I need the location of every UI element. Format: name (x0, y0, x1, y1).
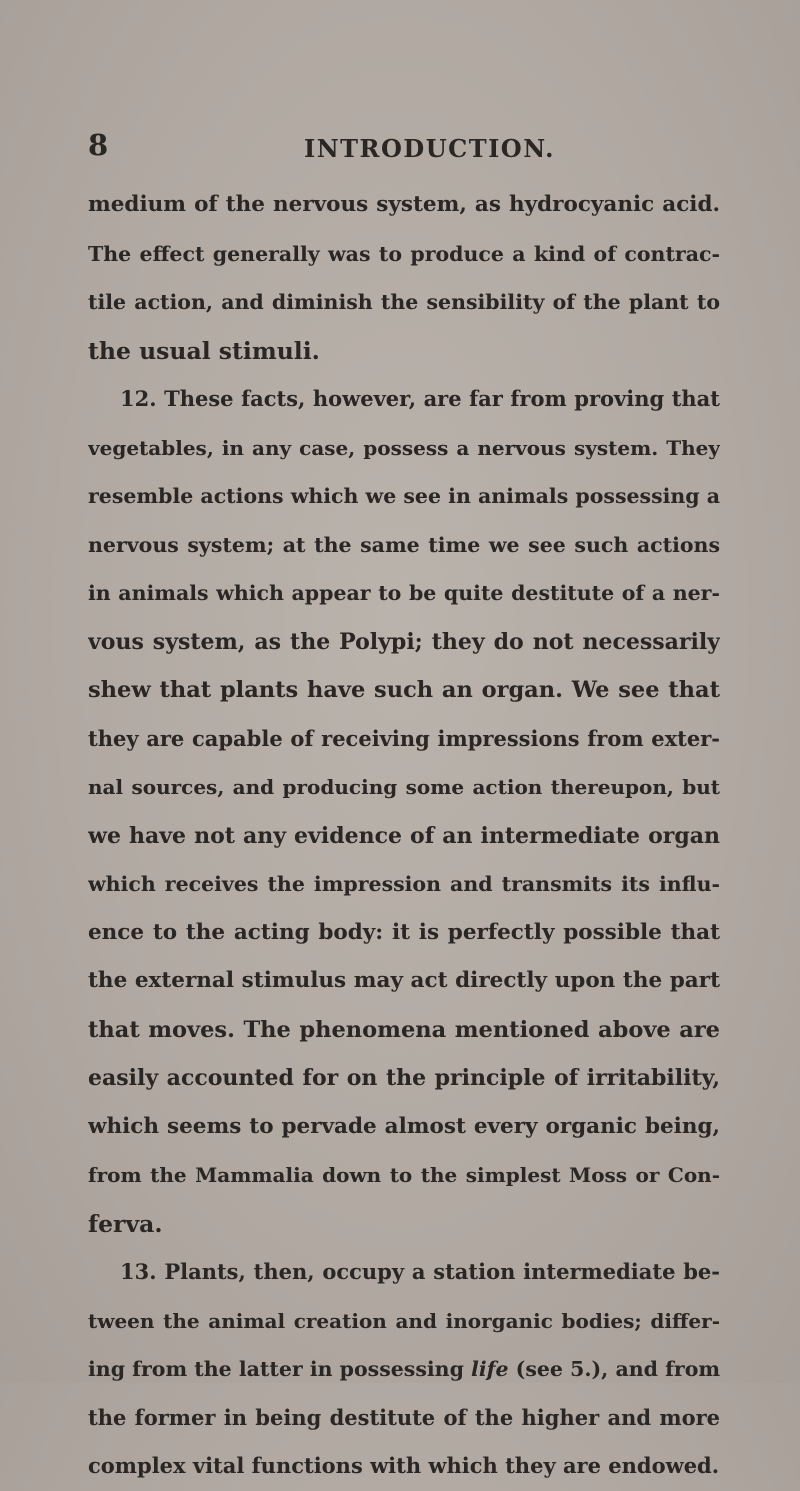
text-line: which receives the impression and transmits its influ- (88, 872, 720, 896)
text-line: tween the animal creation and inorganic bodies; differ- (88, 1308, 720, 1333)
text-line: the former in being destitute of the higher and more (88, 1404, 720, 1430)
chapter-title: INTRODUCTION. (304, 134, 555, 163)
text-line: The effect generally was to produce a kind of contrac- (88, 241, 720, 266)
text-line: vous system, as the Polypi; they do not necessarily (88, 628, 720, 655)
text-line: tile action, and diminish the sensibility of the plant to (88, 290, 720, 314)
text-line: ing from the latter in possessing life (see 5.), and from (88, 1357, 720, 1381)
text-line: from the Mammalia down to the simplest Moss or Con- (88, 1163, 720, 1187)
text-line: easily accounted for on the principle of irritability, (88, 1065, 720, 1091)
body-text (88, 181, 720, 1491)
running-head (88, 128, 728, 168)
text-line: resemble actions which we see in animals possessing a (88, 484, 720, 508)
text-line: which seems to pervade almost every organic being, (88, 1113, 720, 1139)
text-line: in animals which appear to be quite destitute of a ner- (88, 581, 720, 605)
text-line: they are capable of receiving impressions from exter- (88, 725, 720, 751)
text-line: nal sources, and producing some action thereupon, but (88, 775, 720, 799)
text-line: the usual stimuli. (88, 336, 320, 365)
text-line: medium of the nervous system, as hydrocyanic acid. (88, 192, 720, 217)
text-line: complex vital functions with which they are endowed. (88, 1453, 720, 1478)
text-line: 13. Plants, then, occupy a station intermediate be- (120, 1259, 720, 1284)
text-line: nervous system; at the same time we see such actions (88, 532, 720, 557)
text-line: ferva. (88, 1209, 163, 1238)
text-line: ence to the acting body: it is perfectly possible that (88, 919, 720, 945)
page-number: 8 (88, 128, 109, 162)
text-line: the external stimulus may act directly upon the part (88, 968, 720, 993)
text-line: shew that plants have such an organ. We see that (88, 677, 720, 703)
text-line: vegetables, in any case, possess a nervous system. They (88, 435, 720, 460)
text-line: 12. These facts, however, are far from proving that (120, 386, 720, 411)
text-line: we have not any evidence of an intermediate organ (88, 822, 720, 849)
text-line: that moves. The phenomena mentioned above are (88, 1016, 720, 1043)
